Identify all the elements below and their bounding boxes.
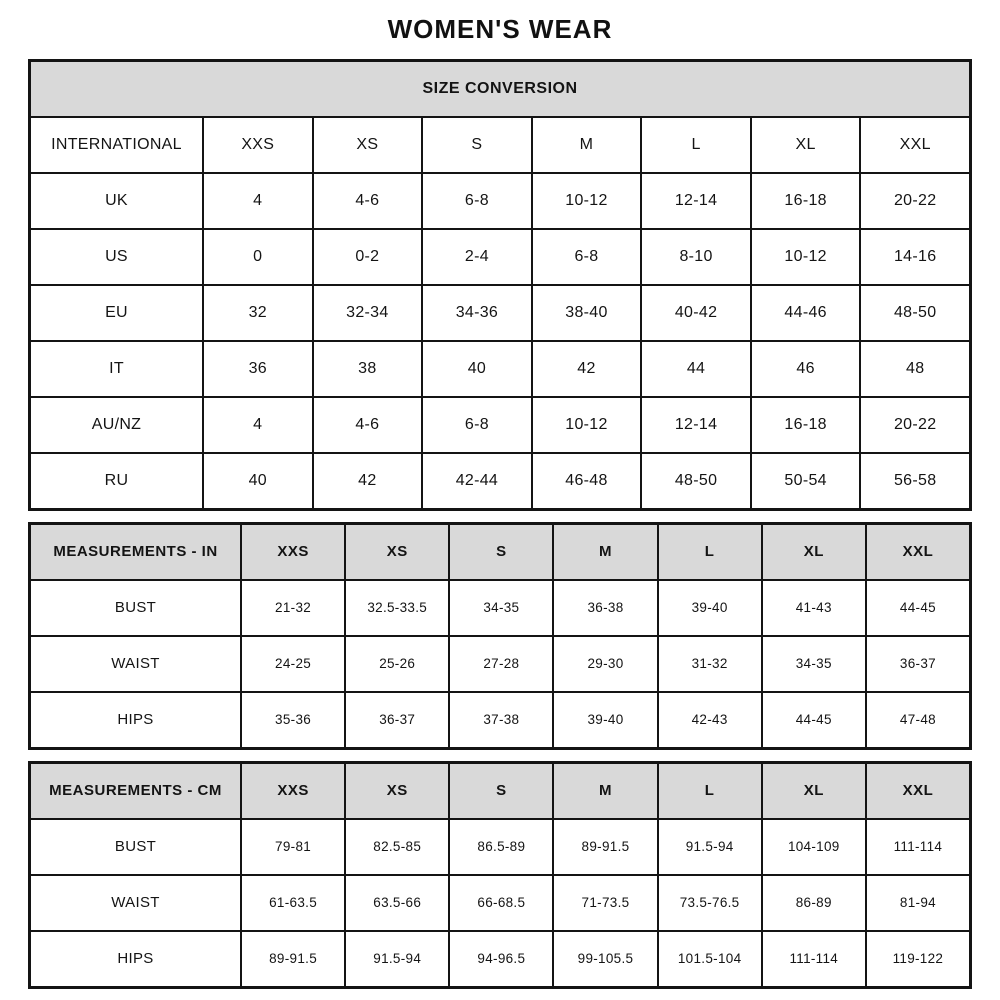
measurement-cell: 24-25 <box>242 637 344 691</box>
row-label-it: IT <box>31 342 202 396</box>
measurement-cell: 44-45 <box>867 581 969 635</box>
measurement-cell: 34-35 <box>450 581 552 635</box>
measurement-cell: 94-96.5 <box>450 932 552 986</box>
measurement-cell: 42-43 <box>659 693 761 747</box>
measurements-in-table <box>28 522 972 750</box>
size-cell: 10-12 <box>752 230 860 284</box>
measurements-cm-label: MEASUREMENTS - CM <box>31 764 240 818</box>
size-cell: 6-8 <box>423 398 531 452</box>
size-cell: S <box>423 118 531 172</box>
size-cell: L <box>642 118 750 172</box>
measurement-cell: 89-91.5 <box>242 932 344 986</box>
size-header-cell: XL <box>763 525 865 579</box>
size-cell: M <box>533 118 641 172</box>
size-cell: 50-54 <box>752 454 860 508</box>
measurements-cm-table <box>28 761 972 989</box>
size-cell: 2-4 <box>423 230 531 284</box>
measurement-cell: 37-38 <box>450 693 552 747</box>
size-cell: 6-8 <box>533 230 641 284</box>
measurement-cell: 44-45 <box>763 693 865 747</box>
row-label-eu: EU <box>31 286 202 340</box>
measurement-cell: 29-30 <box>554 637 656 691</box>
size-cell: 42 <box>314 454 422 508</box>
measurement-cell: 111-114 <box>867 820 969 874</box>
size-cell: 6-8 <box>423 174 531 228</box>
size-header-cell: M <box>554 764 656 818</box>
measurement-cell: 86-89 <box>763 876 865 930</box>
measurement-cell: 39-40 <box>659 581 761 635</box>
measurement-cell: 36-37 <box>346 693 448 747</box>
measurement-cell: 71-73.5 <box>554 876 656 930</box>
measurement-cell: 81-94 <box>867 876 969 930</box>
measurement-cell: 82.5-85 <box>346 820 448 874</box>
row-label-uk: UK <box>31 174 202 228</box>
size-cell: 8-10 <box>642 230 750 284</box>
size-cell: 14-16 <box>861 230 969 284</box>
size-header-cell: S <box>450 764 552 818</box>
measurement-cell: 31-32 <box>659 637 761 691</box>
size-cell: 32 <box>204 286 312 340</box>
measurement-cell: 39-40 <box>554 693 656 747</box>
size-cell: XS <box>314 118 422 172</box>
row-label-bust: BUST <box>31 581 240 635</box>
size-header-cell: XS <box>346 764 448 818</box>
size-cell: 10-12 <box>533 174 641 228</box>
size-cell: 44 <box>642 342 750 396</box>
size-cell: 48 <box>861 342 969 396</box>
measurement-cell: 21-32 <box>242 581 344 635</box>
size-cell: 38-40 <box>533 286 641 340</box>
size-cell: 48-50 <box>861 286 969 340</box>
size-header-cell: S <box>450 525 552 579</box>
size-cell: 40 <box>204 454 312 508</box>
row-label-bust: BUST <box>31 820 240 874</box>
size-header-cell: XS <box>346 525 448 579</box>
row-label-hips: HIPS <box>31 693 240 747</box>
size-cell: 0-2 <box>314 230 422 284</box>
size-header-cell: XL <box>763 764 865 818</box>
measurement-cell: 119-122 <box>867 932 969 986</box>
row-label-us: US <box>31 230 202 284</box>
size-cell: 38 <box>314 342 422 396</box>
measurement-cell: 27-28 <box>450 637 552 691</box>
size-cell: 20-22 <box>861 398 969 452</box>
measurement-cell: 47-48 <box>867 693 969 747</box>
size-cell: 10-12 <box>533 398 641 452</box>
measurement-cell: 35-36 <box>242 693 344 747</box>
size-cell: 0 <box>204 230 312 284</box>
size-cell: 12-14 <box>642 174 750 228</box>
size-cell: 32-34 <box>314 286 422 340</box>
size-cell: 40-42 <box>642 286 750 340</box>
measurement-cell: 104-109 <box>763 820 865 874</box>
size-header-cell: XXL <box>867 764 969 818</box>
measurement-cell: 99-105.5 <box>554 932 656 986</box>
size-cell: 48-50 <box>642 454 750 508</box>
size-header-cell: XXS <box>242 525 344 579</box>
size-cell: 4-6 <box>314 398 422 452</box>
size-cell: 42-44 <box>423 454 531 508</box>
measurement-cell: 91.5-94 <box>659 820 761 874</box>
size-header-cell: L <box>659 525 761 579</box>
size-cell: 46-48 <box>533 454 641 508</box>
measurement-cell: 89-91.5 <box>554 820 656 874</box>
measurement-cell: 25-26 <box>346 637 448 691</box>
row-label-waist: WAIST <box>31 637 240 691</box>
measurement-cell: 63.5-66 <box>346 876 448 930</box>
size-cell: 4 <box>204 398 312 452</box>
table-spacer <box>28 750 972 761</box>
size-header-cell: XXL <box>867 525 969 579</box>
measurement-cell: 101.5-104 <box>659 932 761 986</box>
measurement-cell: 66-68.5 <box>450 876 552 930</box>
measurement-cell: 36-38 <box>554 581 656 635</box>
size-cell: 34-36 <box>423 286 531 340</box>
size-header-cell: L <box>659 764 761 818</box>
size-cell: 16-18 <box>752 398 860 452</box>
row-label-hips: HIPS <box>31 932 240 986</box>
table-spacer <box>28 511 972 522</box>
measurement-cell: 32.5-33.5 <box>346 581 448 635</box>
size-cell: 16-18 <box>752 174 860 228</box>
size-conversion-title: SIZE CONVERSION <box>31 62 969 116</box>
size-cell: XL <box>752 118 860 172</box>
size-cell: 4 <box>204 174 312 228</box>
size-cell: 56-58 <box>861 454 969 508</box>
size-header-cell: XXS <box>242 764 344 818</box>
measurement-cell: 36-37 <box>867 637 969 691</box>
measurement-cell: 73.5-76.5 <box>659 876 761 930</box>
measurement-cell: 86.5-89 <box>450 820 552 874</box>
measurement-cell: 41-43 <box>763 581 865 635</box>
size-cell: 42 <box>533 342 641 396</box>
row-label-aunz: AU/NZ <box>31 398 202 452</box>
measurement-cell: 61-63.5 <box>242 876 344 930</box>
size-cell: 4-6 <box>314 174 422 228</box>
page-title: WOMEN'S WEAR <box>387 14 613 44</box>
size-cell: XXS <box>204 118 312 172</box>
measurements-in-label: MEASUREMENTS - IN <box>31 525 240 579</box>
size-header-cell: M <box>554 525 656 579</box>
measurement-cell: 111-114 <box>763 932 865 986</box>
size-cell: 46 <box>752 342 860 396</box>
measurement-cell: 79-81 <box>242 820 344 874</box>
size-conversion-table <box>28 59 972 511</box>
row-label-ru: RU <box>31 454 202 508</box>
size-cell: 36 <box>204 342 312 396</box>
measurement-cell: 34-35 <box>763 637 865 691</box>
row-label-international: INTERNATIONAL <box>31 118 202 172</box>
measurement-cell: 91.5-94 <box>346 932 448 986</box>
size-cell: 20-22 <box>861 174 969 228</box>
size-cell: 44-46 <box>752 286 860 340</box>
size-cell: XXL <box>861 118 969 172</box>
row-label-waist: WAIST <box>31 876 240 930</box>
size-cell: 12-14 <box>642 398 750 452</box>
size-cell: 40 <box>423 342 531 396</box>
